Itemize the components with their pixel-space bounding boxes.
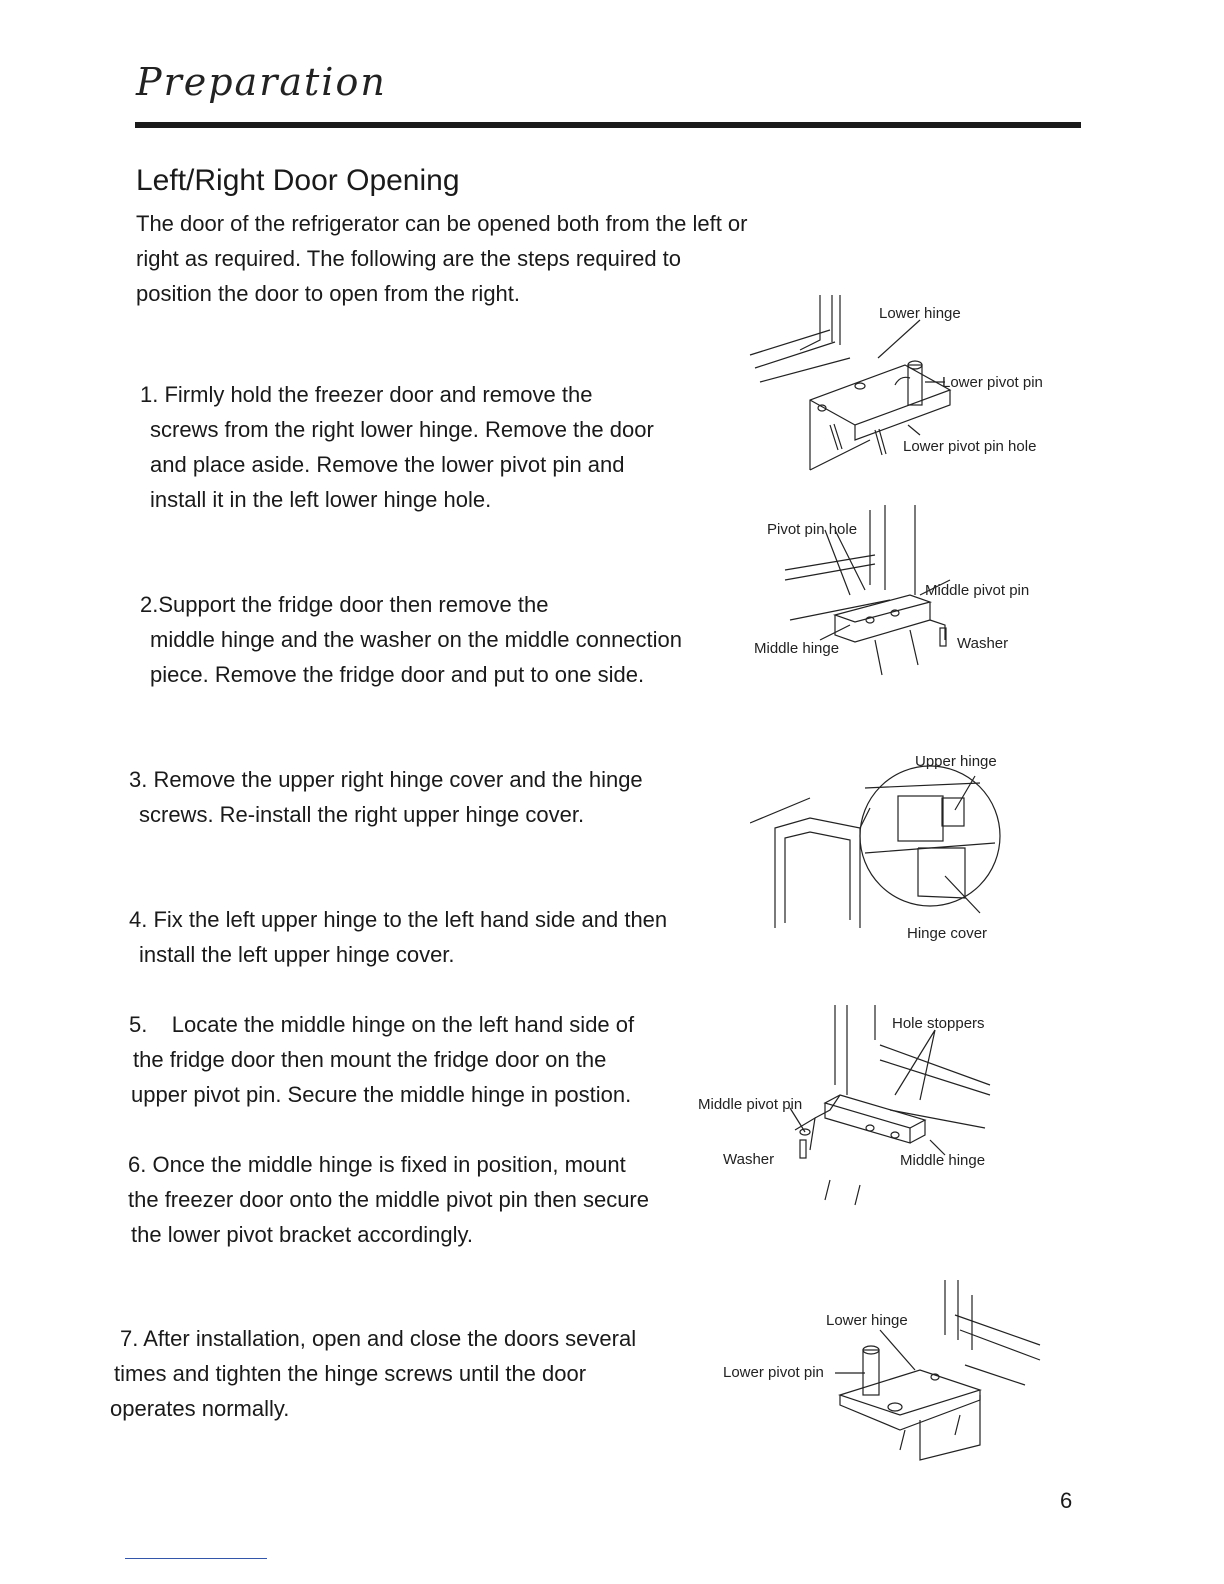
step-line: 4. Fix the left upper hinge to the left hand side and then (129, 907, 668, 932)
page-number: 6 (1060, 1488, 1073, 1513)
step-line: times and tighten the hinge screws until the door (114, 1361, 587, 1386)
figure-lower-hinge-install (720, 1275, 1050, 1470)
step-line: 1. Firmly hold the freezer door and remove the (140, 382, 593, 407)
label-hinge-cover: Hinge cover (907, 925, 988, 942)
step-line: and place aside. Remove the lower pivot pin and (150, 452, 625, 477)
label-middle-pivot-pin: Middle pivot pin (698, 1096, 803, 1113)
label-lower-pivot-pin: Lower pivot pin (723, 1364, 824, 1381)
label-middle-hinge: Middle hinge (900, 1152, 986, 1169)
step-line: 2.Support the fridge door then remove the (140, 592, 549, 617)
step-line: the fridge door then mount the fridge door on the (133, 1047, 607, 1072)
page-header-title: Preparation (136, 60, 387, 104)
step-line: 6. Once the middle hinge is fixed in position, mount (128, 1152, 626, 1177)
intro-line: position the door to open from the right. (136, 281, 521, 306)
step-line: piece. Remove the fridge door and put to one side. (150, 662, 645, 687)
step-line: screws from the right lower hinge. Remove the door (150, 417, 654, 442)
step-line: the freezer door onto the middle pivot pin then secure (128, 1187, 649, 1212)
intro-paragraph (136, 206, 836, 311)
step-line: middle hinge and the washer on the middle connection (150, 627, 683, 652)
label-pivot-pin-hole: Pivot pin hole (767, 521, 858, 538)
label-lower-hinge: Lower hinge (879, 305, 961, 322)
footer-divider (125, 1558, 267, 1559)
step-line: upper pivot pin. Secure the middle hinge in postion. (131, 1082, 632, 1107)
label-upper-hinge: Upper hinge (915, 753, 997, 770)
figure-middle-hinge-removal (750, 500, 1060, 685)
step-line: 7. After installation, open and close the doors several (120, 1326, 637, 1351)
label-middle-hinge: Middle hinge (754, 640, 840, 657)
step-5 (129, 1007, 634, 1112)
figure-middle-hinge-install (695, 1000, 1005, 1220)
label-lower-pivot-pin: Lower pivot pin (942, 374, 1043, 391)
figure-lower-hinge-removal (740, 290, 1070, 480)
step-line: operates normally. (110, 1396, 290, 1421)
label-middle-pivot-pin: Middle pivot pin (925, 582, 1030, 599)
step-line: 3. Remove the upper right hinge cover and the hinge (129, 767, 643, 792)
step-7 (110, 1321, 636, 1426)
section-title: Left/Right Door Opening (136, 164, 460, 197)
step-1 (140, 377, 654, 517)
label-washer: Washer (957, 635, 1009, 652)
step-line: screws. Re-install the right upper hinge cover. (139, 802, 585, 827)
intro-line: The door of the refrigerator can be opened both from the left or (136, 211, 748, 236)
header-divider (135, 122, 1081, 128)
step-4 (129, 902, 667, 972)
step-line: the lower pivot bracket accordingly. (131, 1222, 473, 1247)
step-6 (128, 1147, 649, 1252)
label-hole-stoppers: Hole stoppers (892, 1015, 985, 1032)
step-2 (140, 587, 682, 692)
figure-upper-hinge-cover (750, 748, 1020, 948)
step-line: install it in the left lower hinge hole. (150, 487, 492, 512)
label-washer: Washer (723, 1151, 775, 1168)
intro-line: right as required. The following are the steps required to (136, 246, 682, 271)
step-3 (129, 762, 643, 832)
label-lower-hinge: Lower hinge (826, 1312, 908, 1329)
step-line: 5. Locate the middle hinge on the left hand side of (129, 1012, 635, 1037)
step-line: install the left upper hinge cover. (139, 942, 455, 967)
label-lower-pivot-pin-hole: Lower pivot pin hole (903, 438, 1037, 455)
